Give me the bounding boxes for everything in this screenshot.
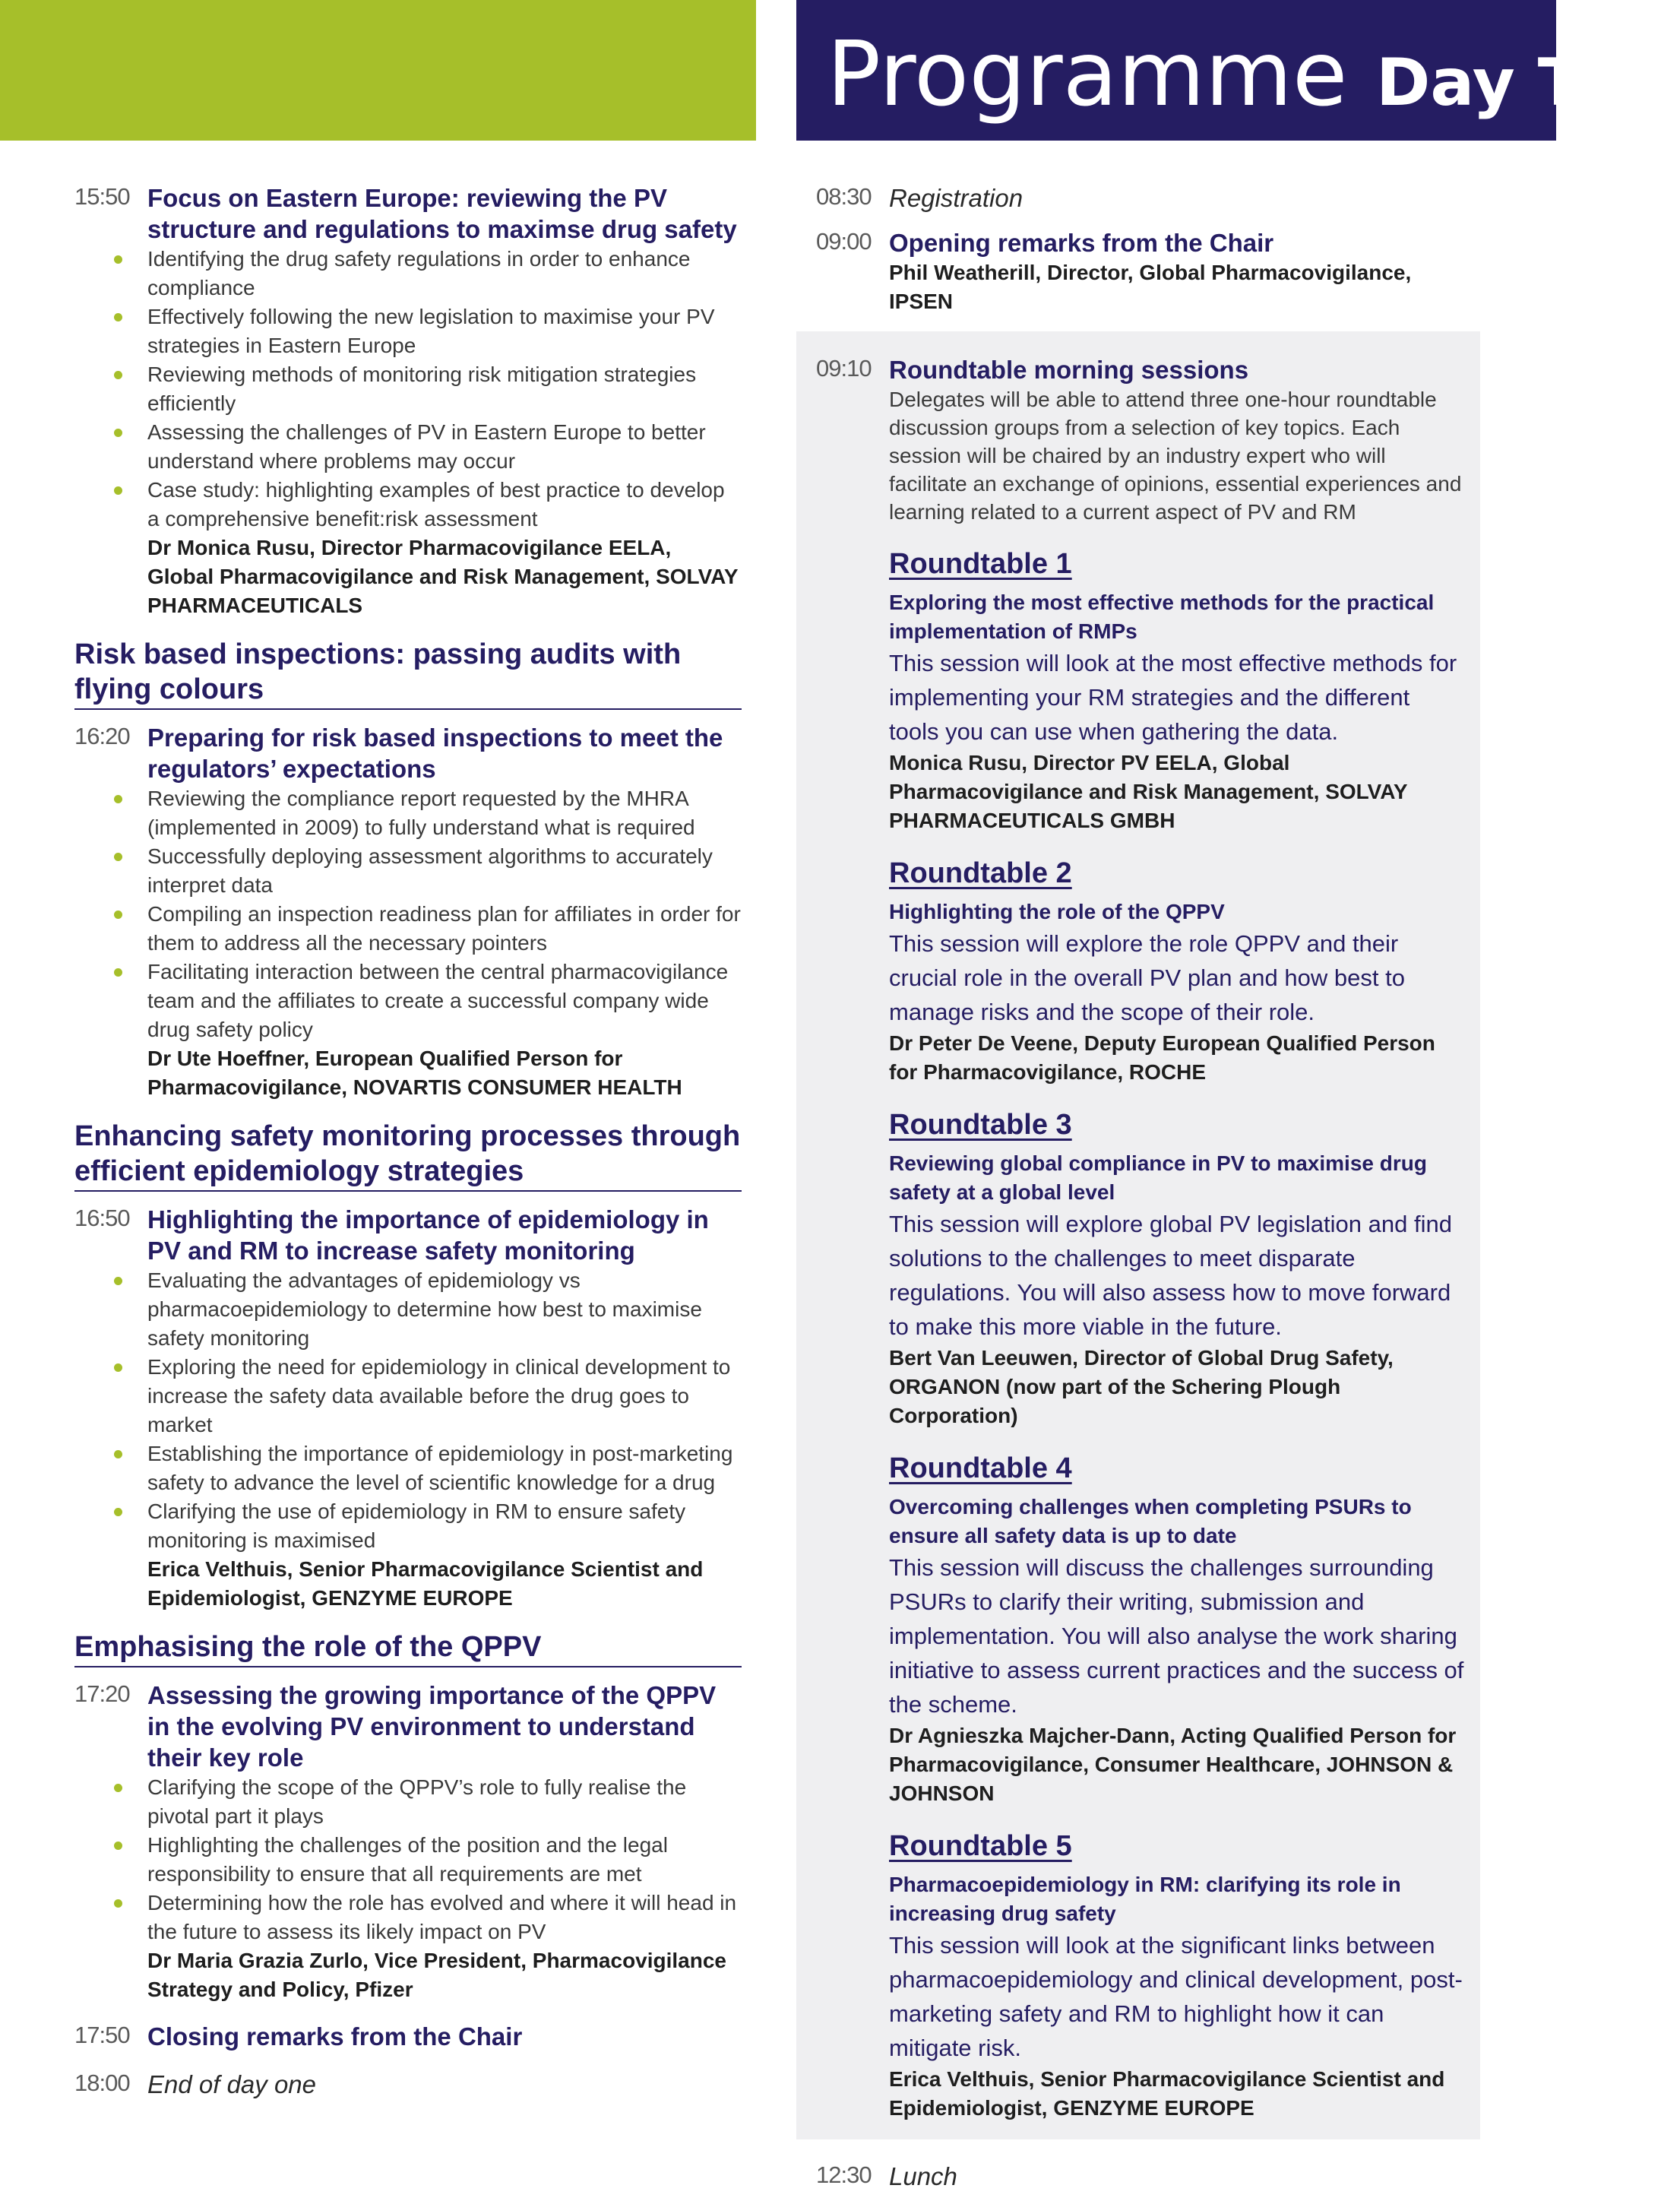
speaker: Bert Van Leeuwen, Director of Global Drug Safety, ORGANON (now part of the Schering Plough Corporation) [889, 1346, 1394, 1427]
list-item: Determining how the role has evolved and where it will head in the future to assess its likely impact on PV [147, 1889, 742, 1946]
speaker: Dr Agnieszka Majcher-Dann, Acting Qualified Person for Pharmacovigilance, Consumer Healthcare, JOHNSON & JOHNSON [889, 1724, 1457, 1805]
roundtable-5 [889, 1828, 1465, 2123]
roundtable-description: This session will explore global PV legislation and find solutions to the challenges to meet disparate regulations. You will also assess how to move forward to make this more viable in the future. [889, 1211, 1452, 1340]
session-qppv [74, 1680, 742, 2004]
session-time: 16:20 [74, 723, 130, 749]
bullet-list [147, 784, 742, 1044]
speaker: Erica Velthuis, Senior Pharmacovigilance Scientist and Epidemiologist, GENZYME EUROPE [147, 1557, 704, 1610]
list-item: Reviewing methods of monitoring risk mitigation strategies efficiently [147, 360, 742, 418]
bullet-list [147, 1266, 742, 1555]
session-opening-remarks [816, 227, 1465, 316]
list-item: Compiling an inspection readiness plan for affiliates in order for them to address all the necessary pointers [147, 900, 742, 958]
roundtable-title: Roundtable 4 [889, 1452, 1072, 1484]
day-one-column [74, 182, 742, 2100]
day-two-column [796, 182, 1480, 2192]
list-item: Identifying the drug safety regulations in order to enhance compliance [147, 245, 742, 302]
speaker: Erica Velthuis, Senior Pharmacovigilance Scientist and Epidemiologist, GENZYME EUROPE [889, 2067, 1445, 2120]
session-title: Assessing the growing importance of the QPPV in the evolving PV environment to understand their key role [147, 1681, 717, 1772]
list-item: Exploring the need for epidemiology in clinical development to increase the safety data available before the drug goes to market [147, 1353, 742, 1439]
roundtable-3 [889, 1107, 1465, 1430]
roundtable-title: Roundtable 2 [889, 857, 1072, 889]
section-heading-epidemiology: Enhancing safety monitoring processes through efficient epidemiology strategies [74, 1119, 742, 1192]
roundtable-title: Roundtable 3 [889, 1109, 1072, 1141]
section-heading-qppv: Emphasising the role of the QPPV [74, 1629, 742, 1667]
session-title: End of day one [147, 2070, 317, 2098]
speaker: Monica Rusu, Director PV EELA, Global Pharmacovigilance and Risk Management, SOLVAY PHARMACEUTICALS GMBH [889, 751, 1408, 832]
session-time: 09:00 [816, 228, 872, 255]
session-roundtable-intro [816, 354, 1465, 2123]
list-item: Facilitating interaction between the central pharmacovigilance team and the affiliates to create a successful company wide drug safety policy [147, 958, 742, 1044]
speaker: Dr Monica Rusu, Director Pharmacovigilance EELA, Global Pharmacovigilance and Risk Management, SOLVAY PHARMACEUTICALS [147, 536, 738, 617]
list-item: Reviewing the compliance report requested by the MHRA (implemented in 2009) to fully understand what is required [147, 784, 742, 842]
session-title: Highlighting the importance of epidemiology in PV and RM to increase safety monitoring [147, 1205, 709, 1265]
roundtable-title: Roundtable 1 [889, 548, 1072, 580]
session-time: 09:10 [816, 355, 872, 382]
session-title: Opening remarks from the Chair [889, 229, 1274, 257]
page-title [827, 21, 1680, 126]
roundtable-2 [889, 855, 1465, 1087]
session-eastern-europe [74, 182, 742, 620]
session-title: Roundtable morning sessions [889, 356, 1249, 384]
roundtable-subtitle: Overcoming challenges when completing PSURs to ensure all safety data is up to date [889, 1495, 1412, 1547]
list-item: Evaluating the advantages of epidemiology vs pharmacoepidemiology to determine how best to maximise safety monitoring [147, 1266, 742, 1353]
title-bold: Day Two [1375, 45, 1680, 121]
list-item: Highlighting the challenges of the position and the legal responsibility to ensure that all requirements are met [147, 1831, 742, 1889]
bullet-list [147, 1773, 742, 1946]
list-item: Effectively following the new legislation to maximise your PV strategies in Eastern Europe [147, 302, 742, 360]
green-header-band [0, 0, 756, 141]
roundtable-subtitle: Exploring the most effective methods for the practical implementation of RMPs [889, 591, 1435, 643]
roundtable-panel [796, 331, 1480, 2139]
roundtable-subtitle: Highlighting the role of the QPPV [889, 900, 1225, 923]
list-item: Clarifying the scope of the QPPV’s role to fully realise the pivotal part it plays [147, 1773, 742, 1831]
session-title: Focus on Eastern Europe: reviewing the PV structure and regulations to maximse drug safety [147, 184, 737, 243]
session-registration [816, 182, 1465, 214]
roundtable-4 [889, 1450, 1465, 1808]
session-time: 17:50 [74, 2022, 130, 2048]
session-description: Delegates will be able to attend three one-hour roundtable discussion groups from a selection of key topics. Each session will be chaired by an industry expert who will facilitate an exchange of opinions, essential experiences and learning related to a current aspect of PV and RM [889, 388, 1462, 524]
session-time: 16:50 [74, 1205, 130, 1231]
list-item: Case study: highlighting examples of best practice to develop a comprehensive benefit:risk assessment [147, 476, 742, 534]
section-heading-inspections: Risk based inspections: passing audits with flying colours [74, 637, 742, 710]
session-time: 18:00 [74, 2070, 130, 2096]
session-epidemiology [74, 1204, 742, 1613]
roundtable-1 [889, 546, 1465, 835]
roundtable-subtitle: Pharmacoepidemiology in RM: clarifying its role in increasing drug safety [889, 1873, 1401, 1925]
roundtable-description: This session will explore the role QPPV and their crucial role in the overall PV plan and how best to manage risks and the scope of their role. [889, 930, 1405, 1025]
session-time: 12:30 [816, 2161, 872, 2188]
roundtable-description: This session will look at the significant links between pharmacoepidemiology and clinical development, post-marketing safety and RM to highlight how it can mitigate risk. [889, 1932, 1463, 2061]
speaker: Phil Weatherill, Director, Global Pharmacovigilance, IPSEN [889, 261, 1412, 313]
list-item: Establishing the importance of epidemiology in post-marketing safety to advance the level of scientific knowledge for a drug [147, 1439, 742, 1497]
session-lunch [816, 2161, 1465, 2192]
session-time: 08:30 [816, 183, 872, 210]
session-time: 15:50 [74, 183, 130, 210]
roundtable-description: This session will discuss the challenges surrounding PSURs to clarify their writing, submission and implementation. You will also analyse the work sharing initiative to assess current practices and the success of the scheme. [889, 1554, 1464, 1718]
session-title: Lunch [889, 2162, 957, 2190]
roundtable-subtitle: Reviewing global compliance in PV to maximise drug safety at a global level [889, 1151, 1427, 1204]
bullet-list [147, 245, 742, 534]
list-item: Successfully deploying assessment algorithms to accurately interpret data [147, 842, 742, 900]
speaker: Dr Maria Grazia Zurlo, Vice President, Pharmacovigilance Strategy and Policy, Pfizer [147, 1949, 727, 2001]
title-light: Programme [827, 21, 1348, 126]
session-title: Preparing for risk based inspections to meet the regulators’ expectations [147, 724, 723, 783]
session-end-day-one [74, 2069, 742, 2100]
speaker: Dr Ute Hoeffner, European Qualified Person for Pharmacovigilance, NOVARTIS CONSUMER HEALTH [147, 1047, 682, 1099]
list-item: Assessing the challenges of PV in Eastern Europe to better understand where problems may occur [147, 418, 742, 476]
roundtable-title: Roundtable 5 [889, 1830, 1072, 1862]
list-item: Clarifying the use of epidemiology in RM to ensure safety monitoring is maximised [147, 1497, 742, 1555]
speaker: Dr Peter De Veene, Deputy European Qualified Person for Pharmacovigilance, ROCHE [889, 1031, 1435, 1084]
session-closing-remarks [74, 2021, 742, 2052]
roundtable-description: This session will look at the most effective methods for implementing your RM strategies and the different tools you can use when gathering the data. [889, 650, 1457, 745]
session-title: Registration [889, 184, 1024, 212]
session-title: Closing remarks from the Chair [147, 2022, 523, 2051]
session-time: 17:20 [74, 1680, 130, 1707]
session-risk-inspections [74, 722, 742, 1102]
